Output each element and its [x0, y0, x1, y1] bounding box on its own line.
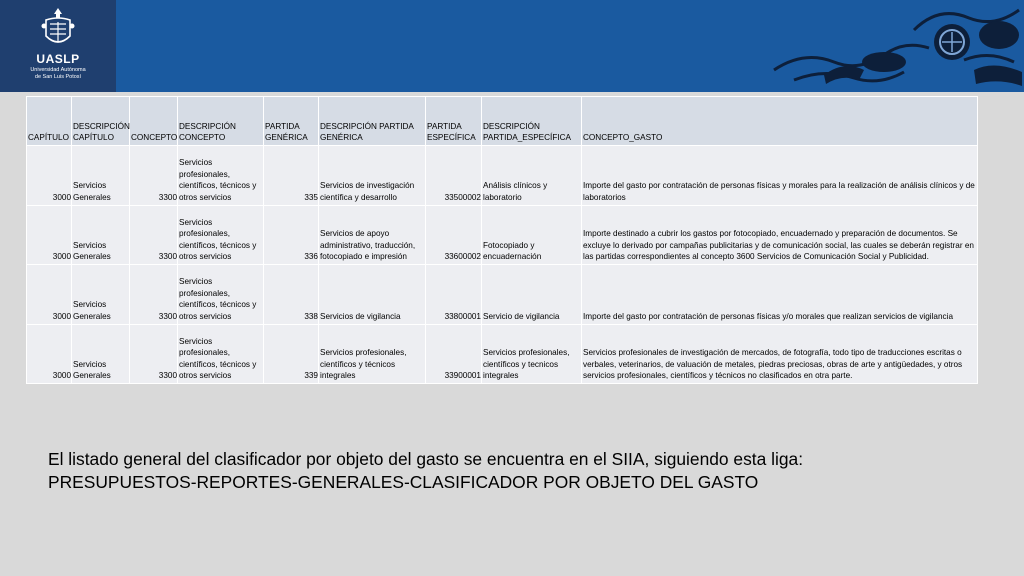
table-cell: Análisis clínicos y laboratorio	[482, 146, 582, 206]
table-cell: 3000	[27, 265, 72, 325]
table-cell: Servicios Generales	[72, 146, 130, 206]
table-row	[27, 265, 978, 325]
table-cell: Servicios profesionales de investigación de mercados, de fotografía, todo tipo de traducciones escritas o verbales, veterinarios, de valuación de metales, piedras preciosas, obras de arte y antigüedades, y otros servicios profesionales, científicos y técnicos no clasificados en otra parte.	[582, 324, 978, 384]
table-cell: 338	[264, 265, 319, 325]
table-row	[27, 324, 978, 384]
footer-line-1: El listado general del clasificador por objeto del gasto se encuentra en el SIIA, siguiendo esta liga:	[48, 449, 804, 469]
column-header: DESCRIPCIÓN PARTIDA GENÉRICA	[319, 97, 426, 146]
table-cell: 33600002	[426, 205, 482, 265]
table-cell: 339	[264, 324, 319, 384]
baroque-ornament-icon	[764, 0, 1024, 92]
table-cell: Servicios profesionales, científicos y tecnicos integrales	[482, 324, 582, 384]
table-cell: Fotocopiado y encuadernación	[482, 205, 582, 265]
university-crest-icon	[40, 6, 76, 50]
table-cell: 3300	[130, 324, 178, 384]
table-cell: Servicios profesionales, científicos, técnicos y otros servicios	[178, 265, 264, 325]
table-row	[27, 146, 978, 206]
table-cell: 33500002	[426, 146, 482, 206]
table-cell: Servicios Generales	[72, 265, 130, 325]
logo-name: UASLP	[36, 52, 80, 66]
logo-subtitle	[30, 67, 85, 80]
table-cell: 33800001	[426, 265, 482, 325]
logo-subtitle-line-1: Universidad Autónoma	[30, 67, 86, 73]
column-header: CONCEPTO_GASTO	[582, 97, 978, 146]
table-cell: Servicios profesionales, científicos, técnicos y otros servicios	[178, 146, 264, 206]
table-cell: Servicios Generales	[72, 324, 130, 384]
footer-line-2: PRESUPUESTOS-REPORTES-GENERALES-CLASIFICADOR POR OBJETO DEL GASTO	[48, 472, 759, 492]
column-header: DESCRIPCIÓN CONCEPTO	[178, 97, 264, 146]
table-cell: 33900001	[426, 324, 482, 384]
column-header: CAPÍTULO	[27, 97, 72, 146]
column-header: PARTIDA GENÉRICA	[264, 97, 319, 146]
table-cell: Servicio de vigilancia	[482, 265, 582, 325]
table-cell: Importe del gasto por contratación de personas físicas y/o morales que realizan servicios de vigilancia	[582, 265, 978, 325]
table-cell: 336	[264, 205, 319, 265]
table-cell: 3000	[27, 146, 72, 206]
logo-subtitle-line-2: de San Luis Potosí	[34, 73, 82, 80]
column-header: DESCRIPCIÓN CAPÍTULO	[72, 97, 130, 146]
header-banner	[0, 0, 1024, 92]
column-header: DESCRIPCIÓN PARTIDA_ESPECÍFICA	[482, 97, 582, 146]
table-cell: Servicios Generales	[72, 205, 130, 265]
column-header: CONCEPTO	[130, 97, 178, 146]
column-header: PARTIDA ESPECÍFICA	[426, 97, 482, 146]
table-header-row	[27, 97, 978, 146]
table-cell: 335	[264, 146, 319, 206]
table-cell: Servicios profesionales, científicos, técnicos y otros servicios	[178, 324, 264, 384]
table-cell: Servicios profesionales, científicos y técnicos integrales	[319, 324, 426, 384]
table-cell: 3300	[130, 146, 178, 206]
university-logo	[0, 0, 116, 92]
table-cell: 3300	[130, 265, 178, 325]
table-row	[27, 205, 978, 265]
table-cell: 3000	[27, 324, 72, 384]
table-cell: Servicios de apoyo administrativo, traducción, fotocopiado e impresión	[319, 205, 426, 265]
table-cell: Servicios de investigación científica y desarrollo	[319, 146, 426, 206]
table-cell: Importe destinado a cubrir los gastos por fotocopiado, encuadernado y preparación de documentos. Se excluye lo derivado por campañas publicitarias y de comunicación social, las cuales se deberán registrar en las partidas correspondientes al concepto 3600 Servicios de Comunicación Social y Publicidad.	[582, 205, 978, 265]
table-cell: Servicios de vigilancia	[319, 265, 426, 325]
table-cell: Servicios profesionales, científicos, técnicos y otros servicios	[178, 205, 264, 265]
table-cell: 3000	[27, 205, 72, 265]
footer-note	[48, 448, 978, 494]
classifier-table	[26, 96, 977, 383]
table-cell: 3300	[130, 205, 178, 265]
table-cell: Importe del gasto por contratación de personas físicas y morales para la realización de análisis clínicos y de laboratorios	[582, 146, 978, 206]
